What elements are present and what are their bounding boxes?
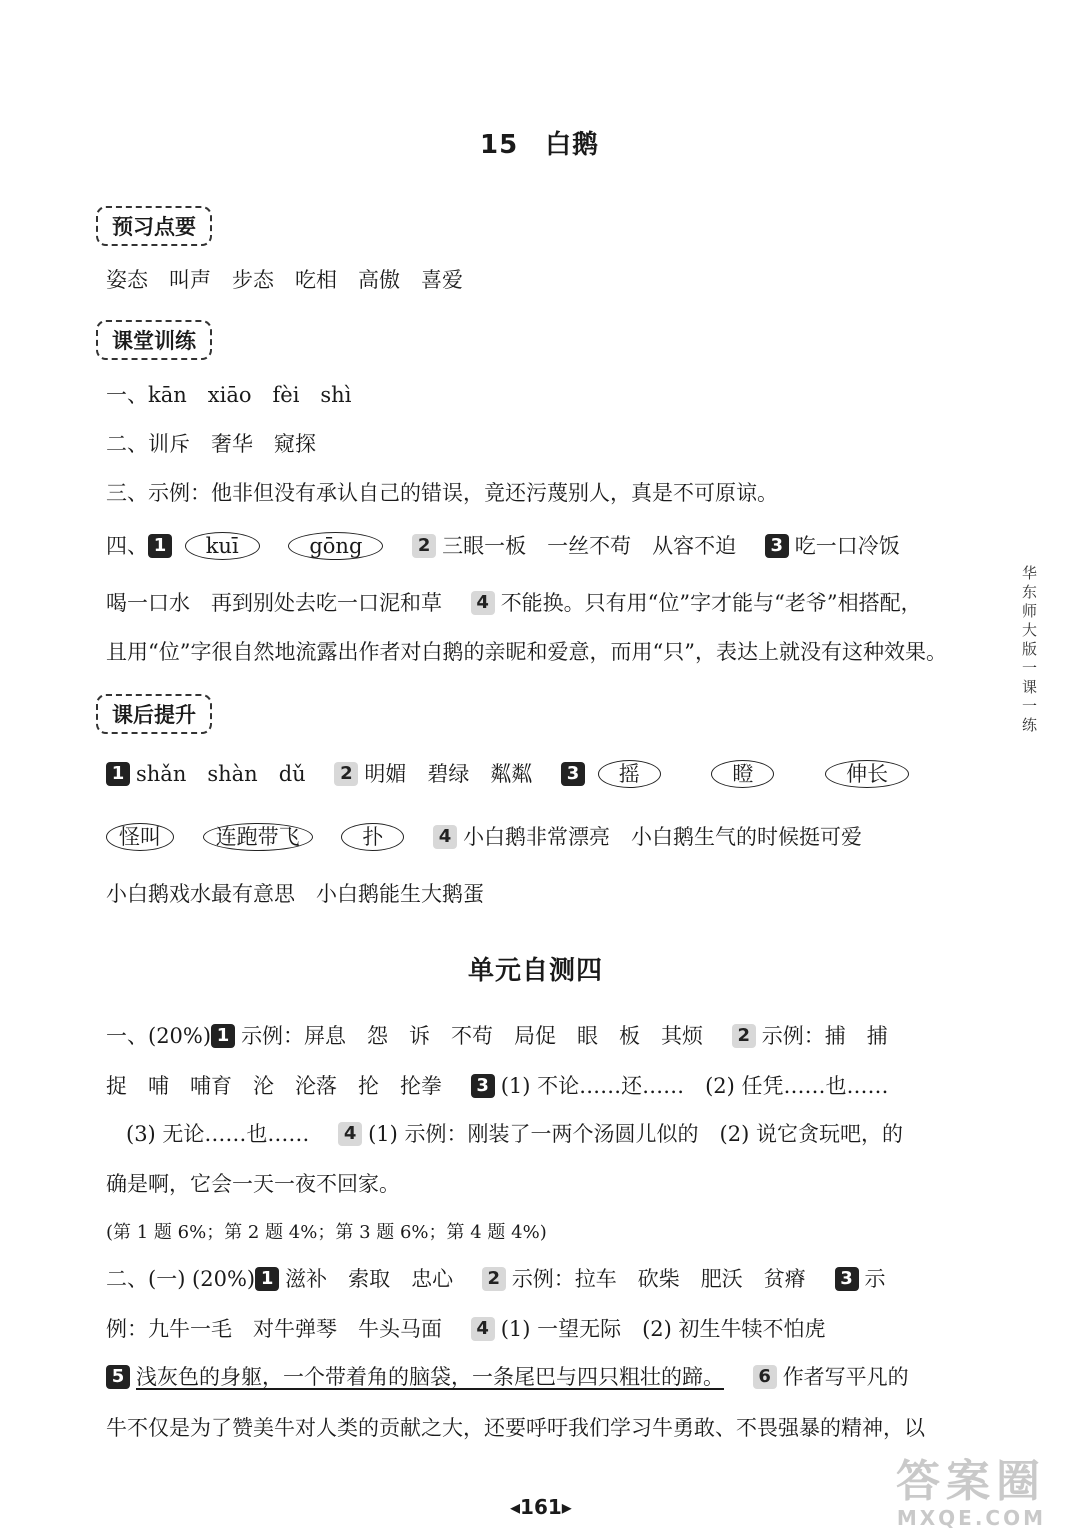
num-badge: 3 (471, 1074, 495, 1098)
part2-6-text: 作者写平凡的 (782, 1365, 909, 1389)
part2-prefix: 二、(一) (20%) (106, 1267, 256, 1291)
unit-1-text: 示例：屏息 怨 诉 不苟 局促 眼 板 其烦 (241, 1024, 704, 1048)
after-line1 (106, 759, 909, 789)
page-number: ◂161▸ (510, 1495, 572, 1519)
unit-title: 单元自测四 (468, 956, 604, 986)
num-badge: 3 (835, 1267, 859, 1291)
num-badge: 3 (561, 762, 585, 786)
part2-line1 (106, 1264, 886, 1294)
preview-words: 姿态 叫声 步态 吃相 高傲 喜爱 (106, 268, 463, 292)
class-q2: 二、训斥 奢华 窥探 (106, 432, 316, 456)
num-badge: 1 (106, 762, 130, 786)
num-badge: 2 (732, 1024, 756, 1048)
side-series-label: 华东师大版一课一练 (1020, 565, 1038, 736)
watermark (896, 1458, 1046, 1530)
circled-answer: 伸长 (825, 760, 909, 788)
q4-line2-text: 喝一口水 再到别处去吃一口泥和草 (106, 591, 442, 615)
num-badge: 2 (482, 1267, 506, 1291)
class-q4-line3: 且用“位”字很自然地流露出作者对白鹅的亲昵和爱意，而用“只”，表达上就没有这种效果。 (106, 640, 947, 664)
unit-line2 (106, 1071, 889, 1101)
class-q4-line1 (106, 531, 900, 561)
unit-score-note: (第 1 题 6%；第 2 题 4%；第 3 题 6%；第 4 题 4%) (106, 1222, 547, 1243)
class-q1: 一、kān xiāo fèi shì (106, 383, 352, 407)
unit-3-text: (1) 不论……还…… (2) 任凭……也…… (500, 1074, 889, 1098)
num-badge: 6 (753, 1365, 777, 1389)
part2-line4: 牛不仅是为了赞美牛对人类的贡献之大，还要呼吁我们学习牛勇敢、不畏强暴的精神，以 (106, 1416, 925, 1440)
unit-line4: 确是啊，它会一天一夜不回家。 (106, 1172, 400, 1196)
circled-answer: 摇 (598, 760, 661, 788)
q4-4-text: 不能换。只有用“位”字才能与“老爷”相搭配， (500, 591, 922, 615)
num-badge: 1 (148, 534, 172, 558)
class-q3: 三、示例：他非但没有承认自己的错误，竟还污蔑别人，真是不可原谅。 (106, 481, 778, 505)
section-label-preview: 预习点要 (96, 206, 212, 246)
after-1-text: shǎn shàn dǔ (136, 762, 306, 786)
after-2-text: 明媚 碧绿 粼粼 (364, 762, 533, 786)
unit-l1-prefix: 一、(20%) (106, 1024, 212, 1048)
num-badge: 4 (338, 1122, 362, 1146)
num-badge: 2 (412, 534, 436, 558)
class-q4-line2 (106, 588, 922, 618)
num-badge: 4 (471, 591, 495, 615)
part2-line2 (106, 1314, 826, 1344)
after-4-text: 小白鹅非常漂亮 小白鹅生气的时候挺可爱 (463, 825, 863, 849)
part2-1-text: 滋补 索取 忠心 (285, 1267, 454, 1291)
unit-2-text: 示例：捕 捕 (761, 1024, 888, 1048)
num-badge: 1 (211, 1024, 235, 1048)
q4-3-text: 吃一口冷饭 (794, 534, 900, 558)
circled-answer: 怪叫 (106, 823, 174, 851)
q4-2-text: 三眼一板 一丝不苟 从容不迫 (442, 534, 737, 558)
lesson-title: 15 白鹅 (480, 130, 600, 160)
circled-answer: 扑 (341, 823, 404, 851)
num-badge: 3 (765, 534, 789, 558)
after-line2 (106, 822, 862, 852)
part2-line3 (106, 1362, 909, 1392)
num-badge: 4 (471, 1317, 495, 1341)
section-label-class: 课堂训练 (96, 320, 212, 360)
unit-l3-text: (3) 无论……也…… (126, 1122, 310, 1146)
circled-answer: 连跑带飞 (203, 823, 313, 851)
circled-answer: 瞪 (711, 760, 774, 788)
after-line3: 小白鹅戏水最有意思 小白鹅能生大鹅蛋 (106, 882, 484, 906)
num-badge: 4 (433, 825, 457, 849)
circled-answer: kuī (185, 532, 260, 560)
part2-4-text: (1) 一望无际 (2) 初生牛犊不怕虎 (500, 1317, 826, 1341)
unit-line3 (126, 1119, 903, 1149)
section-label-after: 课后提升 (96, 694, 212, 734)
num-badge: 1 (255, 1267, 279, 1291)
part2-3-text: 示 (864, 1267, 886, 1291)
watermark-text: 答案圈 (896, 1456, 1046, 1507)
num-badge: 5 (106, 1365, 130, 1389)
unit-line1 (106, 1021, 888, 1051)
part2-2-text: 示例：拉车 砍柴 肥沃 贫瘠 (511, 1267, 806, 1291)
unit-4-text: (1) 示例：刚装了一两个汤圆儿似的 (2) 说它贪玩吧，的 (368, 1122, 903, 1146)
num-badge: 2 (334, 762, 358, 786)
circled-answer: gōng (288, 532, 383, 560)
watermark-url: MXQE.COM (896, 1506, 1046, 1530)
unit-l2-text: 捉 哺 哺育 沦 沦落 抡 抡拳 (106, 1074, 442, 1098)
q4-prefix: 四、 (106, 534, 148, 558)
part2-5-text: 浅灰色的身躯，一个带着角的脑袋，一条尾巴与四只粗壮的蹄。 (136, 1365, 724, 1389)
part2-l2-text: 例：九牛一毛 对牛弹琴 牛头马面 (106, 1317, 442, 1341)
